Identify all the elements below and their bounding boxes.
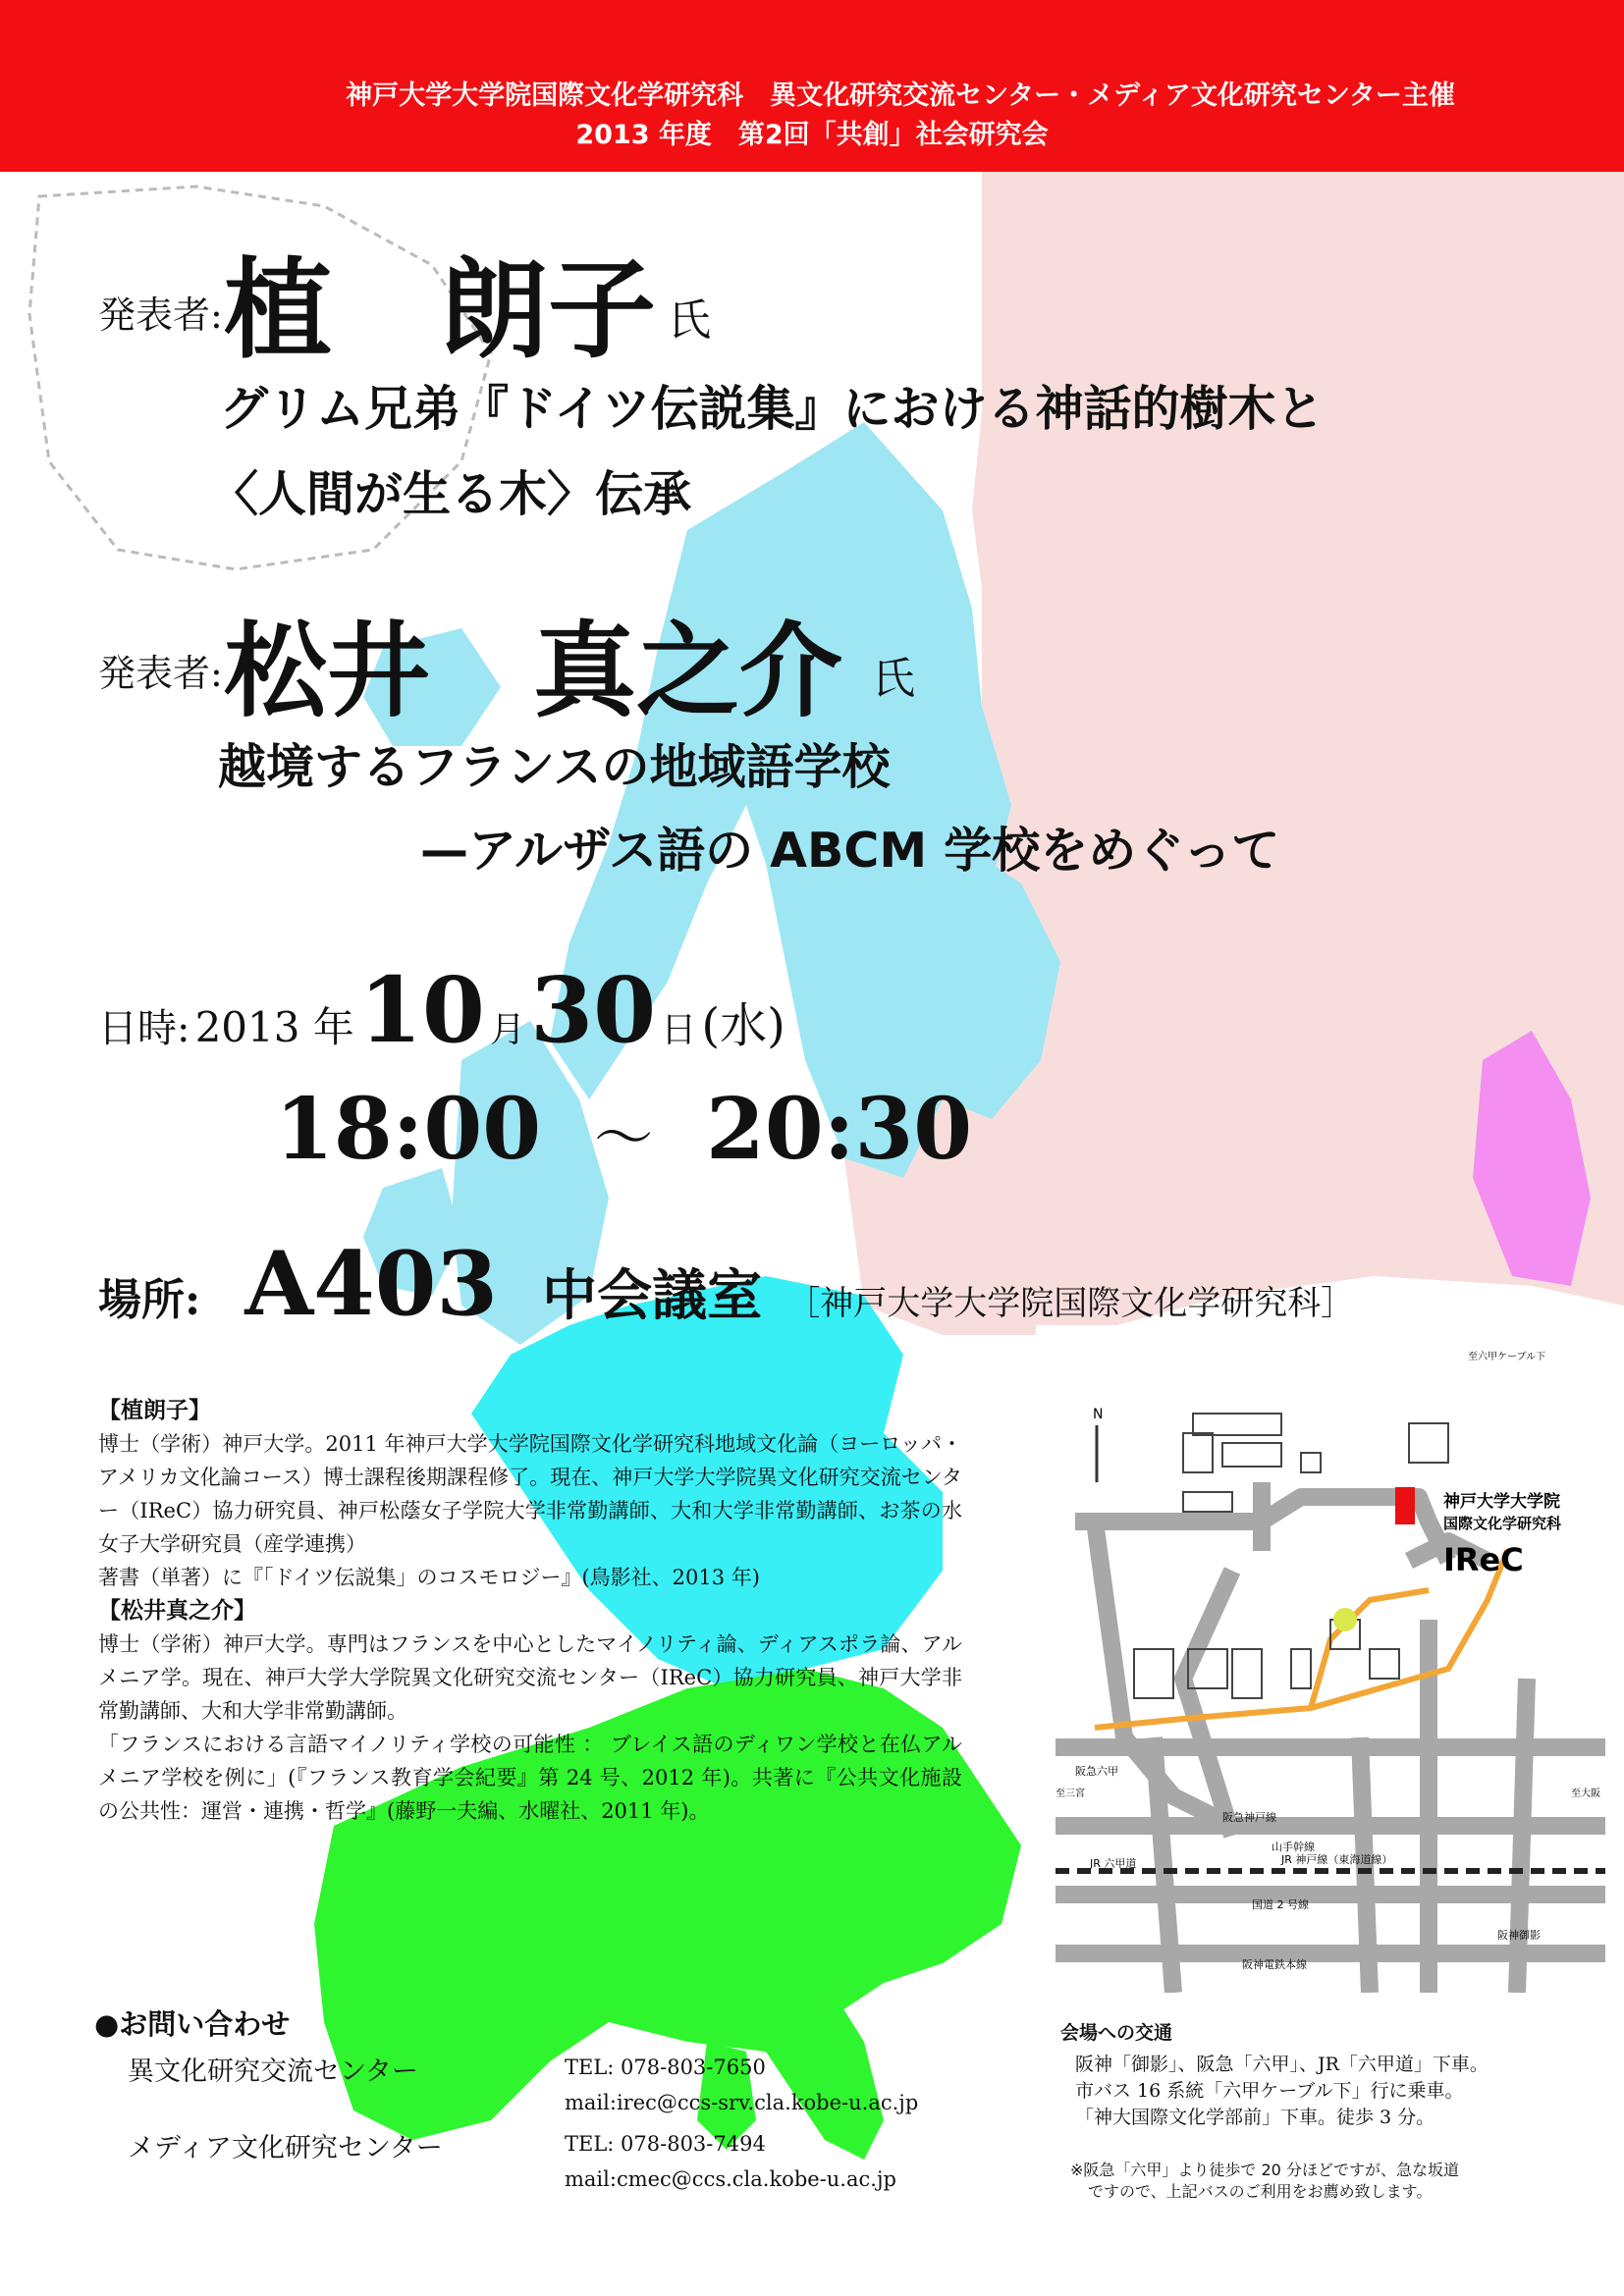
bio-block (98, 1394, 962, 1828)
access-line3: 「神大国際文化学部前」下車。徒歩 3 分。 (1075, 2107, 1435, 2128)
label-hankyu-station: 阪急六甲 (1075, 1765, 1118, 1778)
speaker2-honorific: 氏 (872, 654, 915, 704)
access-directions (1075, 2052, 1610, 2131)
speaker1-talk-title-line2: 〈人間が生る木〉伝承 (210, 466, 692, 522)
contact-mail1[interactable]: mail:irec@ccs-srv.cla.kobe-u.ac.jp (565, 2091, 919, 2114)
date-weekday: (水) (701, 998, 785, 1053)
organizer-line: 神戸大学大学院国際文化学研究科 異文化研究交流センター・メディア文化研究センター主催 (346, 80, 1455, 111)
date-year: 2013 年 (194, 1003, 354, 1051)
access-map (1036, 1325, 1624, 1993)
datetime-label: 日時: (98, 1006, 190, 1051)
venue-label: 場所: (98, 1275, 201, 1325)
access-heading: 会場への交通 (1060, 2022, 1173, 2044)
label-grad-school2: 国際文化学研究科 (1443, 1515, 1562, 1532)
date-day-unit: 日 (661, 1010, 697, 1050)
access-note-line2: ですので、上記バスのご利用をお薦め致します。 (1088, 2182, 1433, 2201)
time-range (275, 1080, 972, 1179)
venue-room-name: 中会議室 (542, 1263, 763, 1328)
label-yamate: 山手幹線 (1272, 1841, 1315, 1853)
label-jr-line: JR 神戸線（東海道線） (1281, 1853, 1393, 1866)
date-month: 10 (358, 957, 485, 1063)
date-month-unit: 月 (490, 1010, 526, 1050)
contact-mail2[interactable]: mail:cmec@ccs.cla.kobe-u.ac.jp (565, 2167, 896, 2191)
label-route2: 国道 2 号線 (1252, 1898, 1309, 1911)
label-hanshin: 阪神電鉄本線 (1242, 1958, 1307, 1971)
bio1-paragraph2: 著書（単著）に『「ドイツ伝説集」のコスモロジー』(鳥影社、2013 年) (98, 1566, 760, 1589)
venue-room: A403 (244, 1232, 499, 1336)
label-to-osaka: 至大阪 (1571, 1789, 1600, 1799)
speaker1-talk-title-line1: グリム兄弟『ドイツ伝説集』における神話的樹木と (220, 381, 1325, 437)
event-series-line: 2013 年度 第2回「共創」社会研究会 (575, 120, 1049, 150)
speaker2-talk-title-line2: —アルザス語の ABCM 学校をめぐって (420, 823, 1280, 879)
label-to-sannomiya: 至三宮 (1056, 1789, 1085, 1799)
access-map-panel (1036, 1325, 1624, 1993)
bio2-paragraph1: 博士（学術）神戸大学。専門はフランスを中心としたマイノリティ論、ディアスポラ論、アルメニア学。現在、神戸大学大学院異文化研究交流センター（IReC）協力研究員、神戸大学非常勤講師、大和大学非常勤講師。 (98, 1632, 962, 1723)
header-banner (0, 0, 1624, 172)
bio1-heading: 【植朗子】 (98, 1398, 211, 1423)
datetime-row (98, 957, 785, 1063)
access-line2: 市バス 16 系統「六甲ケーブル下」行に乗車。 (1075, 2080, 1464, 2102)
venue-row (98, 1232, 1354, 1336)
contact-tel2: TEL: 078-803-7494 (565, 2132, 766, 2156)
access-note (1070, 2160, 1605, 2203)
time-end: 20:30 (706, 1080, 973, 1179)
speaker1-name: 植 朗子 (224, 246, 656, 373)
access-line1: 阪神「御影」、阪急「六甲」、JR「六甲道」下車。 (1075, 2054, 1489, 2075)
speaker2-label: 発表者: (98, 652, 223, 695)
time-start: 18:00 (275, 1080, 542, 1179)
bio2-heading: 【松井真之介】 (98, 1598, 256, 1624)
compass-icon (1093, 1407, 1103, 1482)
date-day: 30 (530, 957, 657, 1063)
speaker2-name: 松井 真之介 (224, 610, 843, 731)
irec-logo: IReC (1443, 1541, 1524, 1578)
contact-tel1: TEL: 078-803-7650 (565, 2056, 766, 2079)
campus-buildings (1134, 1414, 1448, 1698)
venue-building-marker (1395, 1487, 1415, 1524)
time-tilde: ～ (594, 1104, 654, 1173)
contact-org2: メディア文化研究センター (128, 2133, 443, 2163)
contact-org1: 異文化研究交流センター (128, 2056, 418, 2087)
venue-building: ［神戸大学大学院国際文化学研究科］ (786, 1284, 1355, 1323)
contact-heading: ●お問い合わせ (94, 2007, 291, 2041)
compass-letter: N (1093, 1407, 1104, 1422)
label-top-road: 至六甲ケーブル下 (1468, 1352, 1546, 1362)
pond-marker (1333, 1608, 1357, 1631)
bio2-paragraph2: 「フランスにおける言語マイノリティ学校の可能性 ： ブレイス語のディワン学校と在仏アルメニア学校を例に」(『フランス教育学会紀要』第 24 号、2012 年)。共著に『公共文化施設の公共性：運営・連携・哲学』(藤野一夫編、水曜社、2011 年)。 (98, 1733, 962, 1823)
label-jr-station: JR 六甲道 (1090, 1857, 1137, 1870)
label-hanshin-station: 阪神御影 (1497, 1929, 1541, 1942)
speaker2-talk-title-line1: 越境するフランスの地域語学校 (218, 739, 891, 795)
speaker1-honorific: 氏 (668, 295, 711, 346)
access-note-line1: ※阪急「六甲」より徒歩で 20 分ほどですが、急な坂道 (1070, 2161, 1459, 2179)
label-hankyu: 阪急神戸線 (1222, 1811, 1276, 1824)
label-grad-school: 神戸大学大学院 (1443, 1492, 1560, 1512)
bio1-paragraph1: 博士（学術）神戸大学。2011 年神戸大学大学院国際文化学研究科地域文化論（ヨーロッパ・アメリカ文化論コース）博士課程後期課程修了。現在、神戸大学大学院異文化研究交流センター（IReC）協力研究員、神戸松蔭女子学院大学非常勤講師、大和大学非常勤講師、お茶の水女子大学研究員（産学連携） (98, 1432, 962, 1556)
speaker1-label: 発表者: (98, 294, 223, 337)
